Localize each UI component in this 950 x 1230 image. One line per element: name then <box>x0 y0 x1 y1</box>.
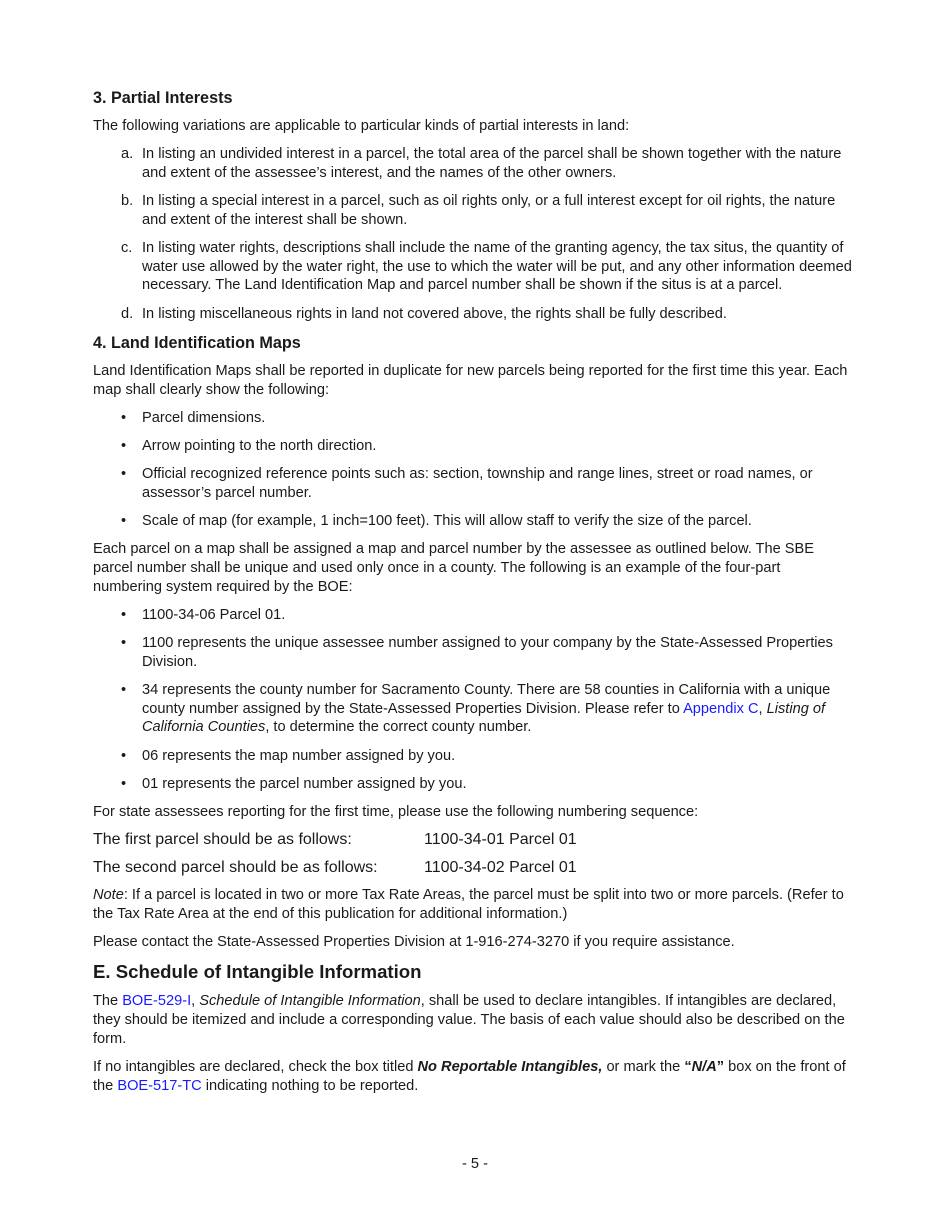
page-number: - 5 - <box>462 1156 488 1172</box>
note-text: : If a parcel is located in two or more Tax Rate Areas, the parcel must be split into two or more parcels. (Refer to the Tax Rate Area at the end of this publication for additional information.) <box>93 887 844 922</box>
list-marker: a. <box>121 146 134 163</box>
note-label: Note <box>93 887 124 904</box>
list-item <box>93 512 853 531</box>
map-requirements-list <box>93 409 853 531</box>
italic-title: Listing of California Counties <box>142 700 826 736</box>
document-page <box>93 88 853 1105</box>
list-item <box>93 409 853 428</box>
first-time-intro: For state assessees reporting for the first time, please use the following numbering sequence: <box>93 803 699 820</box>
partial-interests-intro: The following variations are applicable to particular kinds of partial interests in land: <box>93 118 630 134</box>
list-item <box>93 192 853 229</box>
second-parcel-row <box>93 859 853 877</box>
list-item <box>93 775 853 794</box>
list-item <box>93 239 853 295</box>
boe-529-i-link[interactable]: BOE-529-I <box>122 993 192 1010</box>
na-text: N/A <box>691 1058 717 1075</box>
land-maps-intro: Land Identification Maps shall be reported in duplicate for new parcels being reported for the first time this year. Each map shall clearly show the following: <box>93 362 848 398</box>
second-parcel-value: 1100-34-02 Parcel 01 <box>424 858 577 876</box>
list-item-text: Scale of map (for example, 1 inch=100 feet). This will allow staff to verify the size of the parcel. <box>142 513 752 530</box>
intangible-paragraph-2 <box>93 1058 853 1095</box>
bullet-icon: • <box>121 681 127 698</box>
list-marker: c. <box>121 240 133 257</box>
first-parcel-label: The first parcel should be as follows: <box>93 831 352 849</box>
list-item-text: Parcel dimensions. <box>142 409 266 426</box>
list-item-text: In listing a special interest in a parcel, such as oil rights only, or a full interest except for oil rights, the nature and extent of the interest shall be shown. <box>142 193 836 228</box>
list-item <box>93 747 853 766</box>
bullet-icon: • <box>121 437 127 454</box>
text-run: indicating nothing to be reported. <box>201 1077 419 1094</box>
quote-mark: “ <box>684 1058 692 1075</box>
boe-517-tc-link[interactable]: BOE-517-TC <box>117 1077 202 1094</box>
list-marker: b. <box>121 193 134 210</box>
first-parcel-row <box>93 831 853 849</box>
list-item-text: Official recognized reference points such as: section, township and range lines, street or road names, or assessor’s parcel number. <box>142 466 813 501</box>
text-run: , shall be used to declare intangibles. If intangibles are declared, they should be itemized and include a corresponding value. The basis of each value should also be described on the form. <box>93 993 845 1047</box>
bullet-icon: • <box>121 409 127 426</box>
text-run: If no intangibles are declared, check the box titled <box>93 1058 418 1075</box>
numbering-list <box>93 606 853 794</box>
text-run: , <box>191 993 200 1010</box>
tax-rate-note <box>93 886 853 923</box>
list-item <box>93 606 853 625</box>
list-item <box>93 681 853 737</box>
bold-italic-term: No Reportable Intangibles, <box>417 1058 603 1075</box>
first-parcel-value: 1100-34-01 Parcel 01 <box>424 831 577 849</box>
bullet-icon: • <box>121 606 127 623</box>
list-item-text: 1100-34-06 Parcel 01. <box>142 606 286 623</box>
section-heading-intangible-information: E. Schedule of Intangible Information <box>93 961 422 983</box>
intangible-paragraph-1 <box>93 992 853 1048</box>
na-term <box>684 1059 724 1075</box>
text-run: box on the front of the <box>93 1058 846 1094</box>
bullet-icon: • <box>121 747 127 764</box>
list-item-text: In listing an undivided interest in a parcel, the total area of the parcel shall be shown together with the nature and extent of the assessee’s interest, and the names of the other owners. <box>142 146 842 181</box>
partial-interests-list <box>93 145 853 323</box>
list-item-text: 06 represents the map number assigned by you. <box>142 747 456 764</box>
list-item-text: In listing water rights, descriptions shall include the name of the granting agency, the tax situs, the quantity of water use allowed by the water right, the use to which the water will be put, and any other information deemed necessary. The Land Identification Map and parcel number shall be shown if the situs is at a parcel. <box>142 240 852 294</box>
numbering-intro: Each parcel on a map shall be assigned a map and parcel number by the assessee as outlined below. The SBE parcel number shall be unique and used only once in a county. The following is an example of the four-part numbering system required by the BOE: <box>93 541 814 595</box>
text-run: The <box>93 993 123 1010</box>
list-item <box>93 437 853 456</box>
list-item <box>93 634 853 671</box>
section-heading-land-identification-maps: 4. Land Identification Maps <box>93 333 301 352</box>
text-run: 34 represents the county number for Sacramento County. There are 58 counties in California with a unique county number assigned by the State-Assessed Properties Division. Please refer to <box>142 681 831 717</box>
list-item <box>93 145 853 182</box>
list-item <box>93 305 853 324</box>
bullet-icon: • <box>121 466 127 483</box>
list-item-text: 1100 represents the unique assessee number assigned to your company by the State-Assessed Properties Division. <box>142 635 833 670</box>
bullet-icon: • <box>121 513 127 530</box>
list-item-text: In listing miscellaneous rights in land not covered above, the rights shall be fully described. <box>142 305 727 322</box>
text-run: , <box>758 700 767 717</box>
bullet-icon: • <box>121 775 127 792</box>
list-item-text: 01 represents the parcel number assigned by you. <box>142 775 467 792</box>
quote-mark: ” <box>716 1058 725 1075</box>
list-item-text <box>142 682 830 735</box>
text-run: or mark the <box>602 1058 685 1075</box>
list-marker: d. <box>121 305 134 322</box>
text-run: , to determine the correct county number. <box>265 719 532 736</box>
contact-info: Please contact the State-Assessed Properties Division at 1-916-274-3270 if you require assistance. <box>93 934 735 951</box>
list-item <box>93 465 853 502</box>
italic-title: Schedule of Intangible Information <box>199 993 421 1010</box>
list-item-text: Arrow pointing to the north direction. <box>142 437 377 454</box>
section-heading-partial-interests: 3. Partial Interests <box>93 89 233 107</box>
second-parcel-label: The second parcel should be as follows: <box>93 858 378 876</box>
appendix-c-link[interactable]: Appendix C <box>683 700 759 717</box>
bullet-icon: • <box>121 635 127 652</box>
